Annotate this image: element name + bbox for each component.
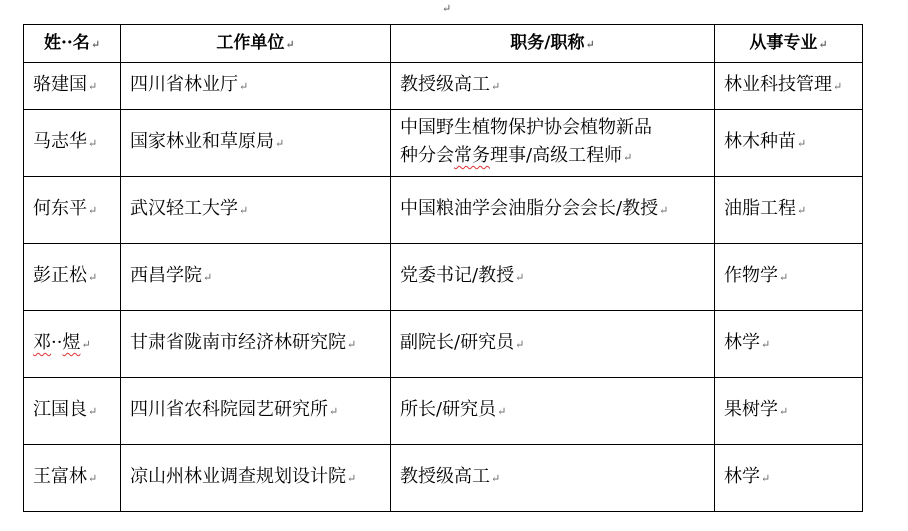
cell-field[interactable]: 林学↵ xyxy=(715,445,863,512)
cell-unit[interactable]: 四川省林业厅↵ xyxy=(121,63,391,110)
table-row xyxy=(24,378,863,445)
paragraph-mark: ↵ xyxy=(442,2,452,15)
cell-unit[interactable]: 武汉轻工大学↵ xyxy=(121,177,391,244)
table-row xyxy=(24,311,863,378)
cell-field[interactable]: 作物学↵ xyxy=(715,244,863,311)
cell-title[interactable]: 副院长/研究员↵ xyxy=(391,311,715,378)
cell-unit[interactable]: 甘肃省陇南市经济林研究院↵ xyxy=(121,311,391,378)
cell-name[interactable]: 邓··煜↵ xyxy=(24,311,121,378)
cell-title[interactable] xyxy=(391,110,715,177)
cell-name[interactable]: 马志华↵ xyxy=(24,110,121,177)
cell-title[interactable]: 中国粮油学会油脂分会会长/教授↵ xyxy=(391,177,715,244)
table-row xyxy=(24,177,863,244)
cell-unit[interactable]: 西昌学院↵ xyxy=(121,244,391,311)
cell-field[interactable]: 果树学↵ xyxy=(715,378,863,445)
cell-title-line: 种分会常务理事/高级工程师↵ xyxy=(400,145,633,166)
header-unit[interactable]: 工作单位↵ xyxy=(121,25,391,63)
cell-title[interactable]: 党委书记/教授↵ xyxy=(391,244,715,311)
header-title[interactable]: 职务/职称↵ xyxy=(391,25,715,63)
cell-title[interactable]: 教授级高工↵ xyxy=(391,445,715,512)
cell-name[interactable]: 江国良↵ xyxy=(24,378,121,445)
cell-title-line: 中国野生植物保护协会植物新品 xyxy=(400,117,652,138)
cell-field[interactable]: 油脂工程↵ xyxy=(715,177,863,244)
cell-field[interactable]: 林学↵ xyxy=(715,311,863,378)
cell-name[interactable]: 王富林↵ xyxy=(24,445,121,512)
table-header-row xyxy=(24,25,863,63)
cell-name[interactable]: 骆建国↵ xyxy=(24,63,121,110)
cell-title[interactable]: 所长/研究员↵ xyxy=(391,378,715,445)
cell-field[interactable]: 林木种苗↵ xyxy=(715,110,863,177)
cell-name[interactable]: 何东平↵ xyxy=(24,177,121,244)
spellcheck-underline: 常务 xyxy=(454,145,490,166)
cell-unit[interactable]: 国家林业和草原局↵ xyxy=(121,110,391,177)
table-row xyxy=(24,244,863,311)
header-field[interactable]: 从事专业↵ xyxy=(715,25,863,63)
table-row xyxy=(24,445,863,512)
expert-table xyxy=(23,24,863,512)
cell-name[interactable]: 彭正松↵ xyxy=(24,244,121,311)
cell-unit[interactable]: 凉山州林业调查规划设计院↵ xyxy=(121,445,391,512)
cell-unit[interactable]: 四川省农科院园艺研究所↵ xyxy=(121,378,391,445)
header-name[interactable]: 姓··名↵ xyxy=(24,25,121,63)
cell-title[interactable]: 教授级高工↵ xyxy=(391,63,715,110)
table-row xyxy=(24,63,863,110)
table-row xyxy=(24,110,863,177)
cell-field[interactable]: 林业科技管理↵ xyxy=(715,63,863,110)
